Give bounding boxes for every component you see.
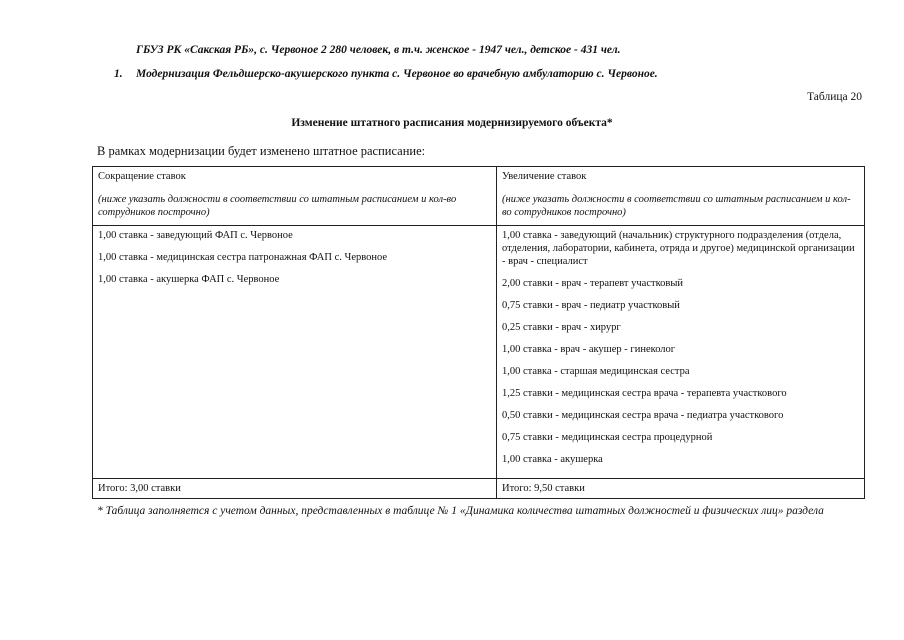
staff-change-table [92,166,865,499]
right-total: Итого: 9,50 ставки [497,479,865,499]
table-title: Изменение штатного расписания модернизируемого объекта* [291,117,613,129]
list-item: 0,75 ставки - врач - педиатр участковый [502,300,680,311]
list-item: 0,25 ставки - врач - хирург [502,322,621,333]
right-header-cell [497,167,865,226]
section-title: Модернизация Фельдшерско-акушерского пункта с. Червоное во врачебную амбулаторию с. Червоное. [136,68,658,80]
section-number: 1. [114,68,123,80]
intro-text: В рамках модернизации будет изменено штатное расписание: [97,144,426,158]
header-line: ГБУЗ РК «Сакская РБ», с. Червоное 2 280 человек, в т.ч. женское - 1947 чел., детское - 431 чел. [136,44,621,56]
left-header-note: (ниже указать должности в соответствии со штатным расписанием и кол-во сотрудников построчно) [98,194,457,218]
list-item: 0,75 ставки - медицинская сестра процедурной [502,432,713,443]
list-item: 1,00 ставка - заведующий (начальник) структурного подразделения (отдела, отделения, лаборатории, кабинета, отряда и другое) медицинской организации - врач - специалист [502,230,855,267]
list-item: 1,00 ставка - акушерка [502,454,603,465]
right-items-cell [497,226,865,479]
right-header: Увеличение ставок [502,171,587,182]
left-header-cell [93,167,497,226]
table-body-row [93,226,865,479]
table-number: Таблица 20 [807,91,862,103]
left-total: Итого: 3,00 ставки [93,479,497,499]
table-total-row [93,479,865,499]
list-item: 1,00 ставка - заведующий ФАП с. Червоное [98,230,293,241]
list-item: 2,00 ставки - врач - терапевт участковый [502,278,684,289]
left-header: Сокращение ставок [98,171,186,182]
table-header-row [93,167,865,226]
footnote: * Таблица заполняется с учетом данных, представленных в таблице № 1 «Динамика количества штатных должностей и физических лиц» раздела [97,505,824,517]
list-item: 1,00 ставка - акушерка ФАП с. Червоное [98,274,280,285]
right-header-note: (ниже указать должности в соответствии со штатным расписанием и кол-во сотрудников построчно) [502,194,851,218]
left-items-cell [93,226,497,479]
list-item: 1,00 ставка - старшая медицинская сестра [502,366,690,377]
list-item: 1,00 ставка - врач - акушер - гинеколог [502,344,676,355]
list-item: 1,00 ставка - медицинская сестра патронажная ФАП с. Червоное [98,252,388,263]
list-item: 1,25 ставки - медицинская сестра врача - терапевта участкового [502,388,787,399]
list-item: 0,50 ставки - медицинская сестра врача - педиатра участкового [502,410,784,421]
